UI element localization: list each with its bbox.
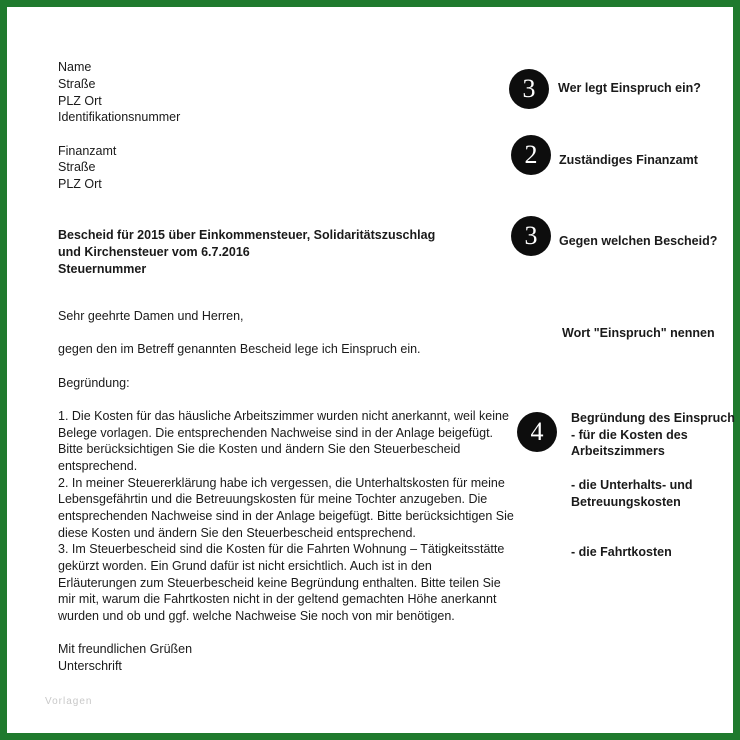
reason-line: gekürzt worden. Ein Grund dafür ist nicht ersichtlich. Auch ist in den — [58, 559, 432, 573]
reason-line: 3. Im Steuerbescheid sind die Kosten für die Fahrten Wohnung – Tätigkeitsstätte — [58, 542, 505, 556]
closing: Mit freundlichen Grüßen — [58, 642, 193, 656]
reason-line: wurden und ob und ggf. welche Nachweise Sie noch von mir benötigen. — [58, 609, 455, 623]
sender-id-number: Identifikationsnummer — [58, 110, 181, 124]
badge-number-icon: 4 — [517, 412, 557, 452]
annotation-reason-line: Arbeitszimmers — [571, 444, 665, 458]
annotation-reason-line: - für die Kosten des — [571, 428, 688, 442]
recipient-city: PLZ Ort — [58, 177, 102, 191]
annotation-who: Wer legt Einspruch ein? — [558, 81, 701, 95]
reason-line: entsprechenden Nachweise sind in der Anlage beigefügt. Bitte berücksichtigen Sie — [58, 509, 514, 523]
annotation-reason-line: Betreuungskosten — [571, 495, 681, 509]
reason-line: Bitte berücksichtigen Sie die Kosten und ändern Sie den Steuerbescheid — [58, 442, 461, 456]
watermark-text: Vorlagen — [45, 696, 93, 707]
greeting: Sehr geehrte Damen und Herren, — [58, 309, 244, 323]
annotation-reason-line: Begründung des Einspruch — [571, 411, 735, 425]
reason-line: 2. In meiner Steuererklärung habe ich vergessen, die Unterhaltskosten für meine — [58, 476, 505, 490]
reason-line: Belege vorlagen. Die entsprechenden Nachweise sind in der Anlage beigefügt. — [58, 426, 494, 440]
reason-line: entsprechend. — [58, 459, 138, 473]
recipient-office: Finanzamt — [58, 144, 117, 158]
annotation-reason-line: - die Unterhalts- und — [571, 478, 693, 492]
subject-line-3: Steuernummer — [58, 262, 147, 276]
reason-heading: Begründung: — [58, 376, 130, 390]
reason-line: Erläuterungen zum Steuerbescheid keine Begründung enthalten. Bitte teilen Sie — [58, 576, 501, 590]
sender-name: Name — [58, 60, 92, 74]
signature: Unterschrift — [58, 659, 122, 673]
badge-number-icon: 3 — [509, 69, 549, 109]
subject-line-1: Bescheid für 2015 über Einkommensteuer, Solidaritätszuschlag — [58, 228, 436, 242]
reason-line: 1. Die Kosten für das häusliche Arbeitszimmer wurden nicht anerkannt, weil keine — [58, 409, 509, 423]
subject-line-2: und Kirchensteuer vom 6.7.2016 — [58, 245, 250, 259]
annotation-objection-word: Wort "Einspruch" nennen — [562, 326, 715, 340]
annotation-which-notice: Gegen welchen Bescheid? — [559, 234, 718, 248]
badge-number-icon: 2 — [511, 135, 551, 175]
annotation-tax-office: Zuständiges Finanzamt — [559, 153, 698, 167]
recipient-street: Straße — [58, 160, 96, 174]
annotation-reason-line: - die Fahrtkosten — [571, 545, 672, 559]
reason-line: mir mit, warum die Fahrtkosten nicht in der geltend gemachten Höhe anerkannt — [58, 592, 497, 606]
sender-city: PLZ Ort — [58, 94, 102, 108]
reason-line: diese Kosten und ändern Sie den Steuerbescheid entsprechend. — [58, 526, 416, 540]
badge-number-icon: 3 — [511, 216, 551, 256]
sender-street: Straße — [58, 77, 96, 91]
reason-line: Lebensgefährtin und die Betreuungskosten für meine Tochter anzugeben. Die — [58, 492, 488, 506]
statement: gegen den im Betreff genannten Bescheid lege ich Einspruch ein. — [58, 342, 421, 356]
